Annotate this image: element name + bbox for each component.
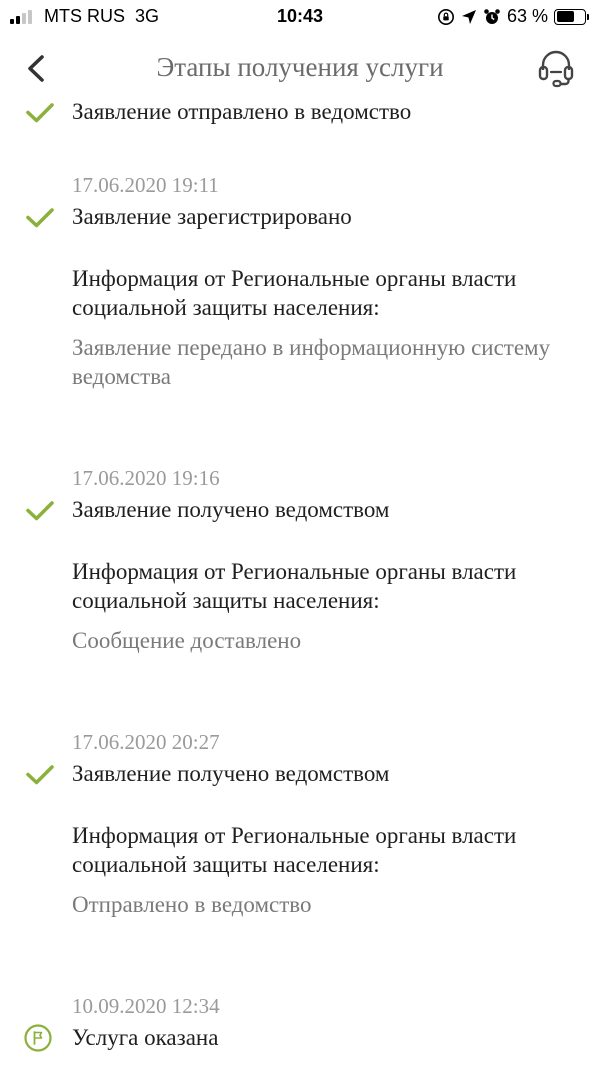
step-status	[0, 758, 600, 790]
step-date: 10.09.2020 12:34	[72, 994, 220, 1018]
headset-support-icon	[534, 46, 578, 90]
step-item	[0, 990, 600, 1054]
battery-percent: 63 %	[506, 6, 548, 26]
checkmark-icon	[24, 758, 56, 790]
step-status-text: Заявление получено ведомством	[72, 761, 390, 786]
step-status	[0, 96, 600, 128]
checkmark-icon	[24, 494, 56, 526]
status-bar	[0, 0, 600, 34]
location-arrow-icon	[461, 9, 477, 25]
network-type: 3G	[135, 6, 160, 26]
step-status	[0, 201, 600, 233]
step-date: 17.06.2020 19:16	[72, 466, 220, 490]
step-status	[0, 494, 600, 526]
clock: 10:43	[276, 6, 324, 26]
support-button[interactable]	[534, 46, 578, 90]
step-status-text: Заявление отправлено в ведомство	[72, 99, 412, 124]
screen-rotation-lock-icon	[437, 8, 455, 26]
step-detail: Заявление передано в информационную систему ведомства	[72, 335, 551, 389]
alarm-icon	[483, 8, 501, 26]
step-info: Информация от Региональные органы власти социальной защиты населения:	[72, 266, 517, 320]
step-item	[0, 462, 600, 655]
step-status	[0, 1022, 600, 1054]
step-detail: Отправлено в ведомство	[72, 892, 312, 917]
step-detail: Сообщение доставлено	[72, 628, 302, 653]
flag-circle-icon	[24, 1022, 56, 1054]
step-status-text: Заявление получено ведомством	[72, 497, 390, 522]
battery-icon	[554, 9, 586, 25]
step-item	[0, 96, 600, 128]
checkmark-icon	[24, 201, 56, 233]
step-status-text: Услуга оказана	[72, 1025, 219, 1050]
step-item	[0, 726, 600, 919]
step-info: Информация от Региональные органы власти социальной защиты населения:	[72, 823, 517, 877]
step-status-text: Заявление зарегистрировано	[72, 204, 352, 229]
step-date: 17.06.2020 19:11	[72, 173, 219, 197]
battery-level	[557, 11, 574, 22]
carrier-label: MTS RUS 3G	[44, 6, 160, 26]
step-item	[0, 169, 600, 391]
navigation-bar	[0, 40, 600, 96]
page-title: Этапы получения услуги	[156, 52, 444, 82]
steps-list	[0, 96, 600, 1054]
checkmark-icon	[24, 96, 56, 128]
status-icons	[437, 6, 586, 27]
step-info: Информация от Региональные органы власти социальной защиты населения:	[72, 559, 517, 613]
step-date: 17.06.2020 20:27	[72, 730, 220, 754]
